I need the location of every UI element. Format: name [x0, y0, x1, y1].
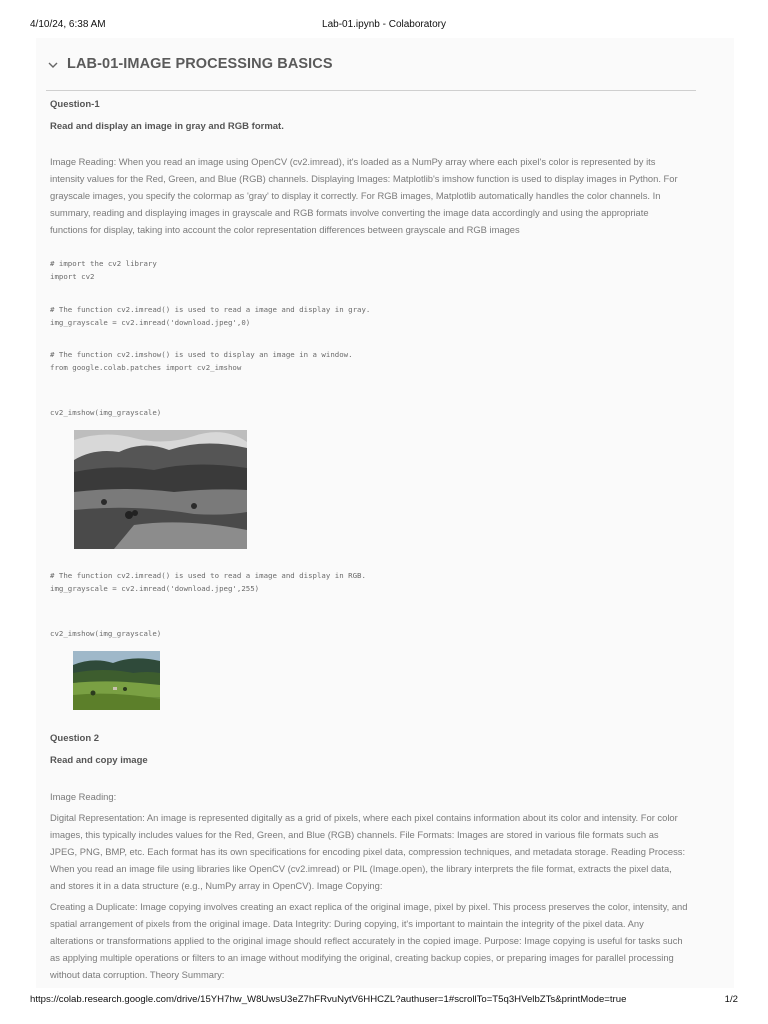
- print-title: Lab-01.ipynb - Colaboratory: [322, 19, 446, 30]
- print-header: [0, 0, 768, 36]
- question-2-heading: Image Reading:: [50, 791, 117, 802]
- question-2-paragraph-2: Creating a Duplicate: Image copying involves creating an exact replica of the original image, pixel by pixel. This process preserves the color, intensity, and spatial arrangement of pixels from the original image. Data Integrity: During copying, it's important to maintain the integrity of the pixel data. Any alterations or transformations applied to the original image should reflect accurately in the copied image. Purpose: Image copying is useful for tasks such as applying multiple operations or filters to an image without modifying the original, creating backup copies, or preparing images for parallel processing without data corruption. Theory Summary:: [50, 901, 688, 980]
- question-2-label: Question 2: [50, 733, 100, 744]
- question-2-paragraph-1: Digital Representation: An image is represented digitally as a grid of pixels, where each pixel contains information about its color and intensity. For color images, this typically includes values for the Red, Green, and Blue (RGB) channels. File Formats: Images are stored in various file formats such as JPEG, PNG, BMP, etc. Each format has its own specifications for encoding pixel data, compression techniques, and metadata storage. Reading Process: When you read an image file using libraries like OpenCV (cv2.imread) or PIL (Image.open), the library interprets the file format, extracts the pixel data, and stores it in a data structure (e.g., NumPy array in OpenCV). Image Copying:: [50, 812, 686, 891]
- code-cell-imread-gray[interactable]: # The function cv2.imread() is used to read a image and display in gray. img_grayscale = cv2.imread('download.jpeg',0): [50, 305, 371, 327]
- chevron-down-icon[interactable]: [46, 58, 60, 72]
- code-cell-imread-rgb[interactable]: # The function cv2.imread() is used to read a image and display in RGB. img_grayscale = cv2.imread('download.jpeg',255): [50, 571, 366, 593]
- print-footer: [0, 994, 768, 1012]
- code-cell-import[interactable]: # import the cv2 library import cv2: [50, 259, 157, 281]
- question-1-label: Question-1: [50, 99, 100, 110]
- code-cell-show-rgb[interactable]: cv2_imshow(img_grayscale): [50, 629, 162, 638]
- code-cell-imshow-import[interactable]: # The function cv2.imshow() is used to display an image in a window. from google.colab.patches import cv2_imshow: [50, 350, 353, 372]
- rgb-output-image: [73, 651, 160, 710]
- question-1-text: Image Reading: When you read an image using OpenCV (cv2.imread), it's loaded as a NumPy array where each pixel's color is represented by its intensity values for the Red, Green, and Blue (RGB) channels. Displaying Images: Matplotlib's imshow function is used to display images in Python. For grayscale images, you specify the colormap as 'gray' to display it correctly. For RGB images, Matplotlib automatically handles the color channels. In summary, reading and displaying images in grayscale and RGB formats involve converting the image data accordingly and using the appropriate functions for display, taking into account the color representation differences between grayscale and RGB images: [50, 156, 678, 235]
- section-header[interactable]: [46, 56, 696, 91]
- grayscale-output-image: [74, 430, 247, 549]
- question-1-task: Read and display an image in gray and RGB format.: [50, 121, 284, 132]
- code-cell-show-gray[interactable]: cv2_imshow(img_grayscale): [50, 408, 162, 417]
- print-date: 4/10/24, 6:38 AM: [30, 19, 106, 30]
- page-number: 1/2: [724, 994, 738, 1005]
- question-2-task: Read and copy image: [50, 755, 148, 766]
- section-title: LAB-01-IMAGE PROCESSING BASICS: [67, 56, 333, 72]
- print-url: https://colab.research.google.com/drive/15YH7hw_W8UwsU3eZ7hFRvuNytV6HHCZL?authuser=1#scrollTo=T5q3HVelbZTs&printMode=true: [30, 994, 627, 1005]
- notebook-page: [36, 38, 734, 988]
